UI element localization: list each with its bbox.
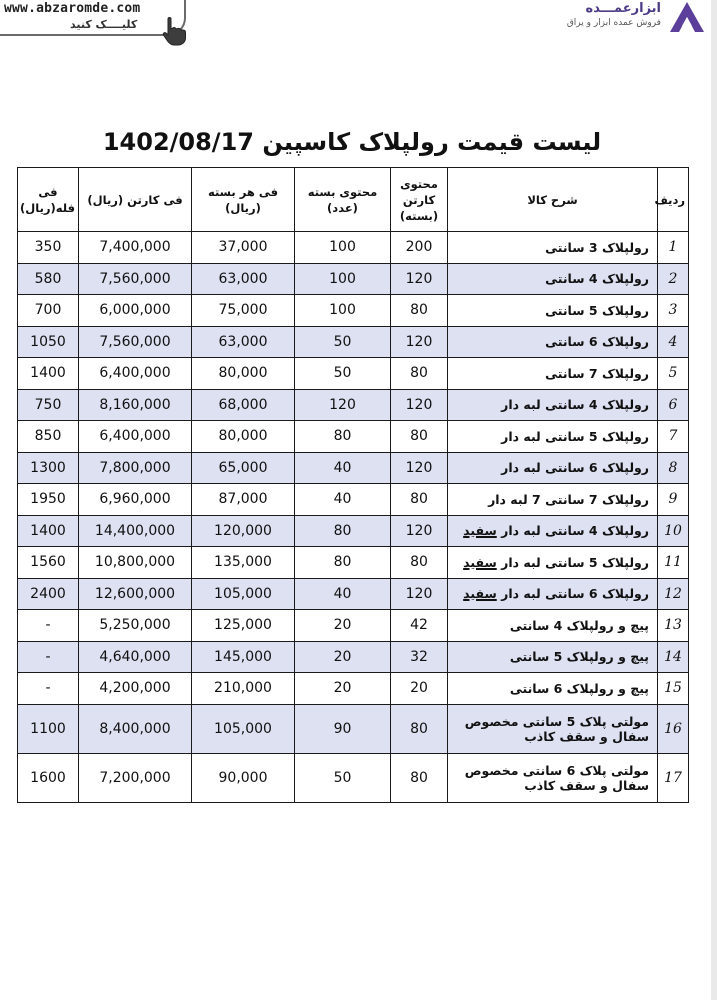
price-per-carton: 7,400,000: [79, 232, 192, 264]
right-edge-strip: [711, 0, 717, 1000]
brand-logo-icon: [667, 0, 707, 34]
pack-content: 100: [295, 295, 391, 327]
price-per-piece: -: [18, 641, 79, 673]
row-number: 1: [658, 232, 689, 264]
pack-content: 40: [295, 578, 391, 610]
page-title: لیست قیمت رولپلاک کاسپین 1402/08/17: [102, 128, 602, 156]
row-number: 9: [658, 484, 689, 516]
item-description: رولپلاک 5 سانتی: [448, 295, 658, 327]
table-row: [18, 263, 689, 295]
price-per-piece: 700: [18, 295, 79, 327]
item-description: رولپلاک 7 سانتی: [448, 358, 658, 390]
item-description: رولپلاک 4 سانتی لبه دار: [448, 389, 658, 421]
price-per-piece: -: [18, 673, 79, 705]
item-description: [448, 547, 658, 579]
row-number: 7: [658, 421, 689, 453]
brand-tagline: فروش عمده ابزار و یراق: [566, 18, 661, 28]
price-per-pack: 120,000: [192, 515, 295, 547]
carton-content: 80: [391, 484, 448, 516]
price-per-carton: 12,600,000: [79, 578, 192, 610]
brand-name: ابزارعمـــده: [585, 1, 661, 16]
price-per-piece: -: [18, 610, 79, 642]
carton-content: 20: [391, 673, 448, 705]
price-per-carton: 7,560,000: [79, 263, 192, 295]
price-per-carton: 8,400,000: [79, 704, 192, 753]
carton-content: 120: [391, 263, 448, 295]
row-number: 17: [658, 753, 689, 802]
carton-content: 120: [391, 452, 448, 484]
table-row: [18, 421, 689, 453]
pack-content: 80: [295, 547, 391, 579]
carton-content: 32: [391, 641, 448, 673]
price-per-pack: 80,000: [192, 421, 295, 453]
price-per-pack: 63,000: [192, 326, 295, 358]
item-description-line1: مولتی پلاک 5 سانتی مخصوص: [464, 713, 649, 729]
carton-content: 120: [391, 326, 448, 358]
price-per-pack: 80,000: [192, 358, 295, 390]
pack-content: 20: [295, 673, 391, 705]
carton-content: 80: [391, 421, 448, 453]
price-per-pack: 87,000: [192, 484, 295, 516]
row-number: 16: [658, 704, 689, 753]
row-number: 6: [658, 389, 689, 421]
pack-content: 90: [295, 704, 391, 753]
website-link-badge[interactable]: [0, 0, 186, 36]
row-number: 15: [658, 673, 689, 705]
price-per-pack: 90,000: [192, 753, 295, 802]
price-per-pack: 75,000: [192, 295, 295, 327]
carton-content: 120: [391, 389, 448, 421]
price-table: [17, 167, 689, 803]
table-row: [18, 704, 689, 753]
price-per-pack: 145,000: [192, 641, 295, 673]
header-price-per-pack: فی هر بسته (ریال): [192, 168, 295, 232]
carton-content: 200: [391, 232, 448, 264]
price-per-carton: 5,250,000: [79, 610, 192, 642]
pack-content: 100: [295, 263, 391, 295]
price-per-pack: 105,000: [192, 704, 295, 753]
carton-content: 80: [391, 704, 448, 753]
table-row: [18, 484, 689, 516]
item-description-text: رولپلاک 4 سانتی لبه دار: [501, 523, 649, 539]
item-description: رولپلاک 6 سانتی لبه دار: [448, 452, 658, 484]
item-description: رولپلاک 7 سانتی 7 لبه دار: [448, 484, 658, 516]
item-description: [448, 515, 658, 547]
row-number: 11: [658, 547, 689, 579]
price-per-pack: 210,000: [192, 673, 295, 705]
pack-content: 40: [295, 484, 391, 516]
price-per-piece: 1300: [18, 452, 79, 484]
price-per-pack: 37,000: [192, 232, 295, 264]
price-per-carton: 6,000,000: [79, 295, 192, 327]
price-per-pack: 68,000: [192, 389, 295, 421]
table-row: [18, 232, 689, 264]
item-description-line2: سفال و سقف کاذب: [524, 777, 649, 793]
price-per-pack: 65,000: [192, 452, 295, 484]
table-row: [18, 515, 689, 547]
pack-content: 20: [295, 641, 391, 673]
item-description-text: رولپلاک 5 سانتی لبه دار: [501, 554, 649, 570]
pack-content: 40: [295, 452, 391, 484]
item-description: پیچ و رولپلاک 6 سانتی: [448, 673, 658, 705]
price-per-carton: 10,800,000: [79, 547, 192, 579]
table-header-row: [18, 168, 689, 232]
table-row: [18, 452, 689, 484]
item-description: پیچ و رولپلاک 5 سانتی: [448, 641, 658, 673]
pack-content: 100: [295, 232, 391, 264]
price-per-piece: 1100: [18, 704, 79, 753]
table-row: [18, 641, 689, 673]
item-description: پیچ و رولپلاک 4 سانتی: [448, 610, 658, 642]
row-number: 10: [658, 515, 689, 547]
pack-content: 50: [295, 326, 391, 358]
pack-content: 20: [295, 610, 391, 642]
table-row: [18, 326, 689, 358]
white-color-word: سفید: [463, 523, 497, 539]
header-pack-content: محتوی بسته (عدد): [295, 168, 391, 232]
header-row-number: ردیف: [658, 168, 689, 232]
price-per-pack: 105,000: [192, 578, 295, 610]
carton-content: 80: [391, 295, 448, 327]
price-per-piece: 2400: [18, 578, 79, 610]
pack-content: 50: [295, 753, 391, 802]
row-number: 12: [658, 578, 689, 610]
item-description: رولپلاک 5 سانتی لبه دار: [448, 421, 658, 453]
price-per-piece: 750: [18, 389, 79, 421]
item-description-line1: مولتی پلاک 6 سانتی مخصوص: [464, 762, 649, 778]
table-row: [18, 547, 689, 579]
price-per-carton: 6,400,000: [79, 421, 192, 453]
price-per-piece: 850: [18, 421, 79, 453]
white-color-word: سفید: [463, 586, 497, 602]
price-per-carton: 6,400,000: [79, 358, 192, 390]
item-description: [448, 578, 658, 610]
price-per-piece: 1400: [18, 515, 79, 547]
row-number: 5: [658, 358, 689, 390]
table-row: [18, 610, 689, 642]
click-here-label[interactable]: کلیــــک کنید: [70, 18, 138, 31]
row-number: 14: [658, 641, 689, 673]
carton-content: 80: [391, 547, 448, 579]
price-per-carton: 4,200,000: [79, 673, 192, 705]
carton-content: 80: [391, 753, 448, 802]
price-per-pack: 125,000: [192, 610, 295, 642]
table-row: [18, 753, 689, 802]
price-per-piece: 580: [18, 263, 79, 295]
price-per-carton: 4,640,000: [79, 641, 192, 673]
table-row: [18, 389, 689, 421]
header-carton-content: محتوی کارتن (بسته): [391, 168, 448, 232]
price-per-piece: 350: [18, 232, 79, 264]
item-description: رولپلاک 4 سانتی: [448, 263, 658, 295]
pack-content: 80: [295, 515, 391, 547]
price-per-piece: 1560: [18, 547, 79, 579]
row-number: 3: [658, 295, 689, 327]
row-number: 8: [658, 452, 689, 484]
table-row: [18, 295, 689, 327]
table-row: [18, 673, 689, 705]
item-description: [448, 704, 658, 753]
row-number: 2: [658, 263, 689, 295]
pack-content: 50: [295, 358, 391, 390]
pointing-hand-icon: [160, 16, 188, 46]
price-per-carton: 7,200,000: [79, 753, 192, 802]
price-per-carton: 8,160,000: [79, 389, 192, 421]
price-per-piece: 1950: [18, 484, 79, 516]
carton-content: 42: [391, 610, 448, 642]
item-description: رولپلاک 6 سانتی: [448, 326, 658, 358]
row-number: 13: [658, 610, 689, 642]
pack-content: 120: [295, 389, 391, 421]
price-per-carton: 14,400,000: [79, 515, 192, 547]
price-per-carton: 7,560,000: [79, 326, 192, 358]
item-description-text: رولپلاک 6 سانتی لبه دار: [501, 586, 649, 602]
table-row: [18, 578, 689, 610]
item-description: رولپلاک 3 سانتی: [448, 232, 658, 264]
header-price-per-carton: فی کارتن (ریال): [79, 168, 192, 232]
item-description-line2: سفال و سقف کاذب: [524, 728, 649, 744]
price-per-carton: 7,800,000: [79, 452, 192, 484]
item-description: [448, 753, 658, 802]
price-per-piece: 1400: [18, 358, 79, 390]
header-description: شرح کالا: [448, 168, 658, 232]
carton-content: 120: [391, 515, 448, 547]
carton-content: 80: [391, 358, 448, 390]
price-per-piece: 1050: [18, 326, 79, 358]
price-per-piece: 1600: [18, 753, 79, 802]
price-per-pack: 63,000: [192, 263, 295, 295]
website-url[interactable]: www.abzaromde.com: [4, 1, 141, 16]
price-per-pack: 135,000: [192, 547, 295, 579]
pack-content: 80: [295, 421, 391, 453]
header-price-per-piece: فی فله(ریال): [18, 168, 79, 232]
price-per-carton: 6,960,000: [79, 484, 192, 516]
table-row: [18, 358, 689, 390]
carton-content: 120: [391, 578, 448, 610]
white-color-word: سفید: [463, 554, 497, 570]
row-number: 4: [658, 326, 689, 358]
